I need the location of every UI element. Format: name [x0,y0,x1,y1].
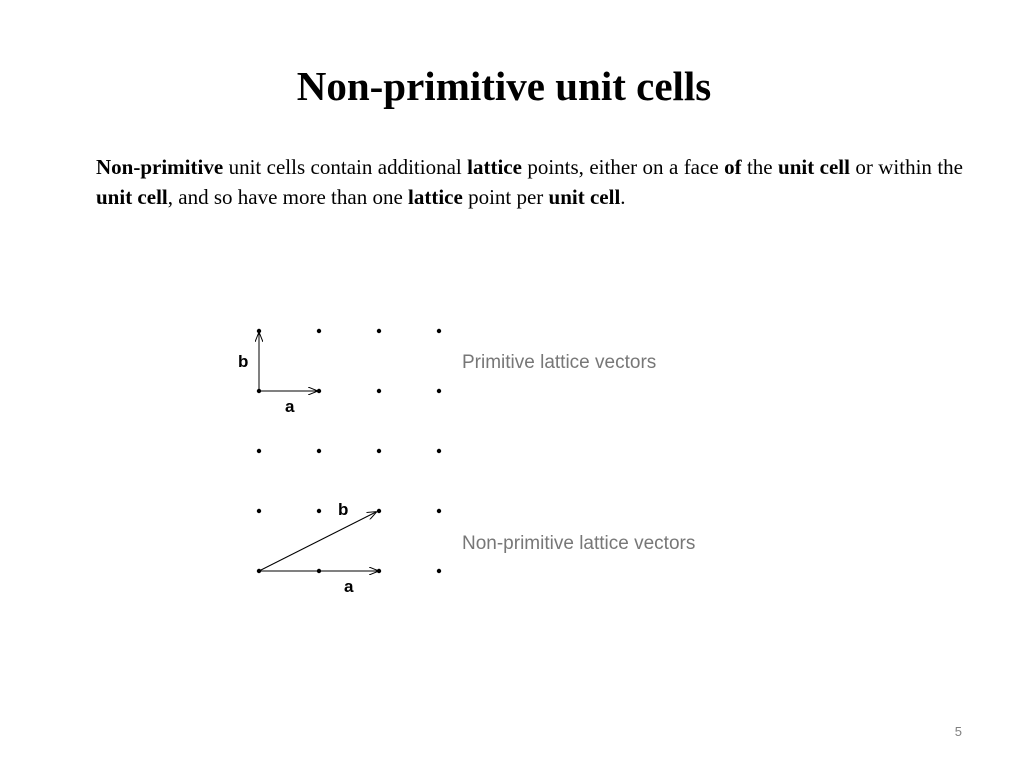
text-run: unit cells contain additional [223,155,468,179]
text-run: point per [462,185,549,209]
nonprimitive-vector-b-arrow [259,512,376,571]
lattice-point [377,329,381,333]
lattice-point [437,449,441,453]
lattice-point [257,449,261,453]
text-run: , and so have more than one [167,185,409,209]
lattice-point [377,389,381,393]
lattice-point [377,449,381,453]
lattice-point [437,569,441,573]
page-number: 5 [954,724,962,739]
lattice-points [257,329,441,573]
lattice-point [437,389,441,393]
lattice-point [437,509,441,513]
body-paragraph [96,152,963,212]
lattice-point [257,509,261,513]
lattice-point [257,329,261,333]
nonprimitive-lattice-vectors-label: Non-primitive lattice vectors [462,533,696,554]
primitive-lattice-vectors-label: Primitive lattice vectors [462,352,657,373]
primitive-vector-b-label: b [238,352,249,371]
lattice-point [317,449,321,453]
nonprimitive-vector-b-label: b [338,500,349,519]
bold-term: lattice [408,185,463,209]
bold-term: of [724,155,742,179]
lattice-point [377,509,381,513]
text-run: points, either on a face [521,155,725,179]
lattice-point [437,329,441,333]
text-run: or within the [849,155,963,179]
nonprimitive-vector-a-label: a [344,577,354,596]
bold-term: lattice [467,155,522,179]
primitive-vector-a-label: a [285,397,295,416]
text-run: . [620,185,626,209]
text-run: the [741,155,779,179]
lattice-point [317,329,321,333]
bold-term: unit cell [778,155,850,179]
lattice-point [317,389,321,393]
bold-term: unit cell [96,185,168,209]
bold-term: Non-primitive [96,155,224,179]
bold-term: unit cell [548,185,621,209]
slide-title: Non-primitive unit cells [296,63,712,109]
lattice-point [317,509,321,513]
lattice-diagram [230,315,770,605]
